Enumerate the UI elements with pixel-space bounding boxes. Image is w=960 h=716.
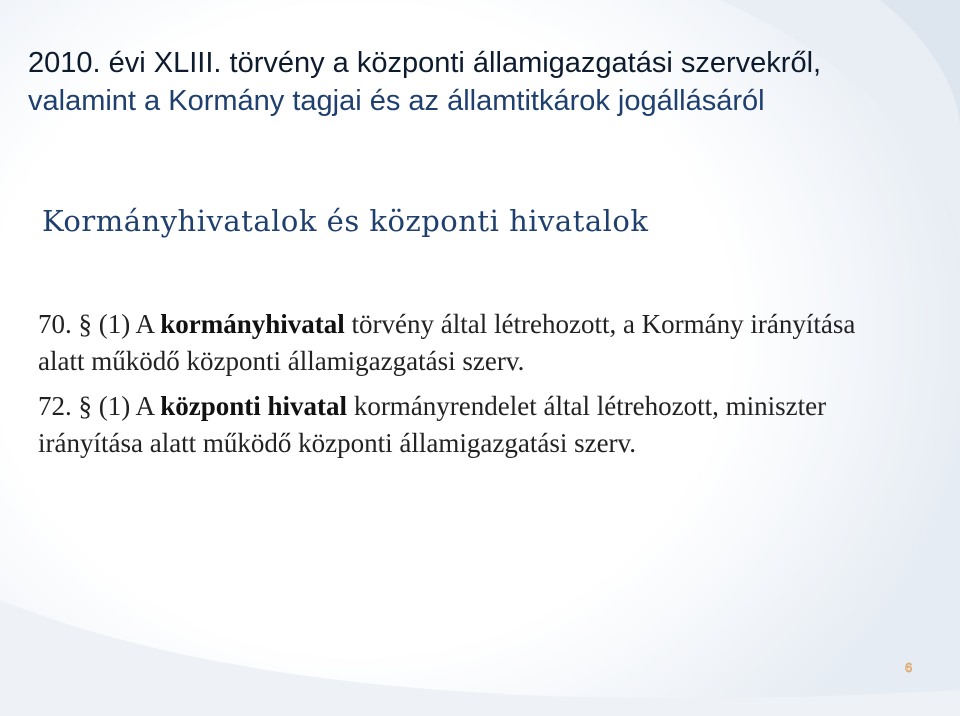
paragraph-text: törvény által létrehozott, a Kormány irányítása alatt működő központi államigazgatási szerv. <box>38 309 856 376</box>
paragraph-72 <box>38 388 908 462</box>
section-ref: 72. § (1) A <box>38 391 154 421</box>
section-heading: Kormányhivatalok és központi hivatalok <box>42 204 649 238</box>
defined-term: kormányhivatal <box>160 309 345 339</box>
paragraph-70 <box>38 306 908 380</box>
paragraph-text: kormányrendelet által létrehozott, miniszter irányítása alatt működő központi államigazgatási szerv. <box>38 391 827 458</box>
slide-title <box>28 44 938 120</box>
section-ref: 70. § (1) A <box>38 309 154 339</box>
title-line-1: 2010. évi XLIII. törvény a központi államigazgatási szervekről, <box>28 47 822 79</box>
page-number: 6 <box>905 660 913 675</box>
title-line-2: valamint a Kormány tagjai és az államtitkárok jogállásáról <box>28 85 765 117</box>
body-text <box>38 306 908 470</box>
defined-term: központi hivatal <box>160 391 348 421</box>
